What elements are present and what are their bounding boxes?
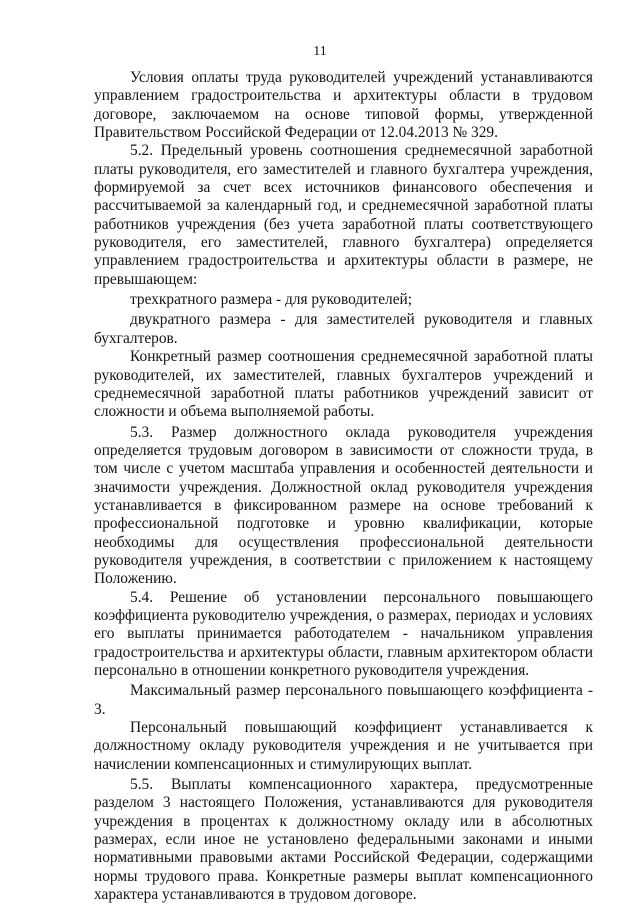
paragraph-salary-conditions: Условия оплаты труда руководителей учреждений устанавливаются управлением градостроительства и архитектуры области в трудовом договоре, заключаемом на основе типовой формы, утвержденной Правительством Российской Федерации от 12.04.2013 № 329. xyxy=(94,69,593,142)
paragraph-specific-ratio: Конкретный размер соотношения среднемесячной заработной платы руководителей, их заместителей, главных бухгалтеров учреждений и среднемесячной заработной платы работников учреждений зависит от сложности и объема выполняемой работы. xyxy=(94,348,593,421)
paragraph-5-4: 5.4. Решение об установлении персонального повышающего коэффициента руководителю учреждения, о размерах, периодах и условиях его выплаты принимается работодателем - начальником управления градостроительства и архитектуры области, главным архитектором области персонально в отношении конкретного руководителя учреждения. xyxy=(94,588,593,679)
list-item-double: двукратного размера - для заместителей руководителя и главных бухгалтеров. xyxy=(94,311,593,347)
paragraph-personal-coefficient: Персональный повышающий коэффициент устанавливается к должностному окладу руководителя учреждения и не учитывается при начислении компенсационных и стимулирующих выплат. xyxy=(94,719,593,773)
paragraph-5-2: 5.2. Предельный уровень соотношения среднемесячной заработной платы руководителя, его заместителей и главного бухгалтера учреждения, формируемой за счет всех источников финансового обеспечения и рассчитываемой за календарный год, и среднемесячной заработной платы работников учреждения (без учета заработной платы соответствующего руководителя, его заместителей, главного бухгалтера) определяется управлением градостроительства и архитектуры области в размере, не превышающем: xyxy=(94,142,593,288)
paragraph-max-coefficient: Максимальный размер персонального повышающего коэффициента - 3. xyxy=(94,682,593,718)
document-body xyxy=(94,69,593,904)
paragraph-5-3: 5.3. Размер должностного оклада руководителя учреждения определяется трудовым договором в зависимости от сложности труда, в том числе с учетом масштаба управления и особенностей деятельности и значимости учреждения. Должностной оклад руководителя учреждения устанавливается в фиксированном размере на основе требований к профессиональной подготовке и уровню квалификации, которые необходимы для осуществления профессиональной деятельности руководителя учреждения, в соответствии с приложением к настоящему Положению. xyxy=(94,423,593,588)
list-item-triple: трехкратного размера - для руководителей; xyxy=(130,291,413,309)
paragraph-5-5: 5.5. Выплаты компенсационного характера, предусмотренные разделом 3 настоящего Положения, устанавливаются для руководителя учреждения в процентах к должностному окладу или в абсолютных размерах, если иное не установлено федеральными законами и иными нормативными правовыми актами Российской Федерации, содержащими нормы трудового права. Конкретные размеры выплат компенсационного характера устанавливаются в трудовом договоре. xyxy=(94,776,593,904)
page-number: 11 xyxy=(313,44,327,59)
